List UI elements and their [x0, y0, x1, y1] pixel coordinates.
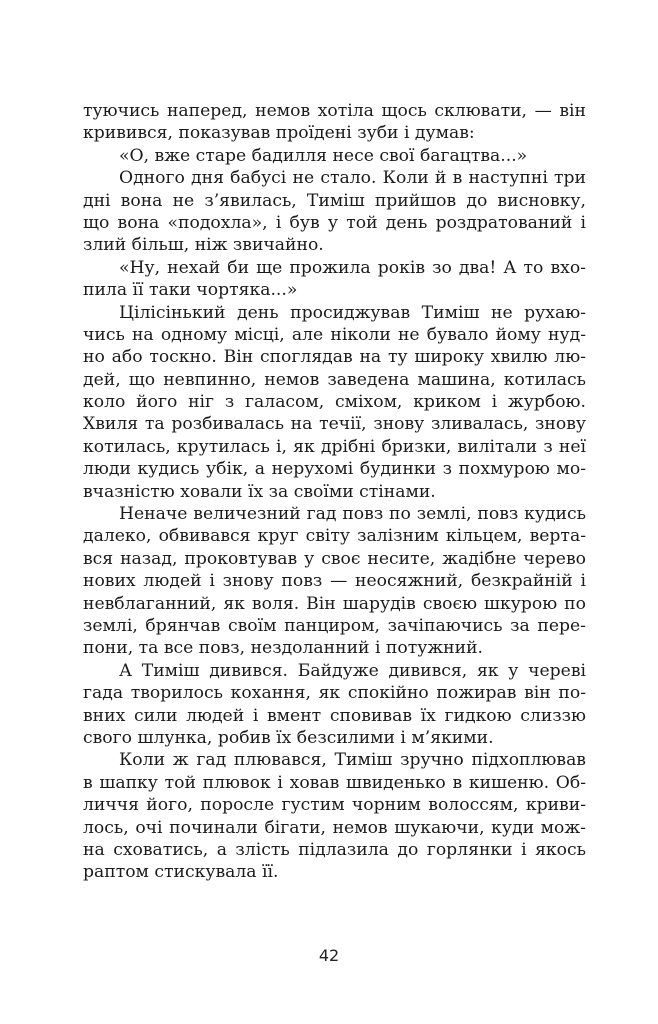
text-line: личчя його, поросле густим чорним волоссям, криви- — [83, 795, 586, 816]
text-line: свого шлунка, робив їх безсилими і м’якими. — [83, 727, 494, 748]
text-line: «О, вже старе бадилля несе свої багацтва...» — [119, 145, 528, 166]
text-line: Коли ж гад плювався, Тиміш зручно підхоплював — [119, 750, 586, 771]
paragraph — [83, 145, 586, 167]
text-line: Хвиля та розбивалась на течії, знову зливалась, знову — [83, 414, 586, 435]
text-line: дей, що невпинно, немов заведена машина, котилась — [83, 369, 586, 390]
text-line: пила її таки чортяка...» — [83, 280, 298, 301]
text-line: туючись наперед, немов хотіла щось склювати, — він — [83, 101, 586, 121]
text-line: на сховатись, а злість підлазила до горлянки і якось — [83, 839, 586, 860]
page-number: 42 — [318, 946, 340, 965]
text-line: раптом стискувала її. — [83, 862, 279, 883]
text-line: що вона «подохла», і був у той день роздратований і — [83, 212, 586, 233]
paragraph — [83, 503, 586, 660]
text-line: но або тоскно. Він споглядав на ту широку хвилю лю- — [83, 347, 586, 368]
text-line: злий більш, ніж звичайно. — [83, 235, 324, 256]
text-line: Цілісінький день просиджував Тиміш не рухаю- — [119, 302, 586, 323]
text-line: вся назад, проковтував у своє несите, жадібне черево — [83, 548, 586, 569]
text-line: Неначе величезний гад повз по землі, повз кудись — [119, 504, 586, 525]
text-line: коло його ніг з галасом, сміхом, криком і журбою. — [83, 392, 586, 413]
paragraph — [83, 302, 586, 504]
text-line: невблаганний, як воля. Він шарудів своєю шкурою по — [83, 593, 586, 614]
text-line: чись на одному місці, але ніколи не бувало йому нуд- — [83, 324, 586, 345]
paragraph — [83, 167, 586, 257]
text-line: лось, очі починали бігати, немов шукаючи, куди мож- — [83, 817, 586, 838]
text-line: в шапку той плювок і ховав швиденько в кишеню. Об- — [83, 772, 586, 793]
paragraph — [83, 257, 586, 302]
text-line: люди кудись убік, а нерухомі будинки з похмурою мо- — [83, 459, 586, 480]
text-line: Одного дня бабусі не стало. Коли й в наступні три — [119, 168, 586, 189]
text-line: котилась, крутилась і, як дрібні бризки, вилітали з неї — [83, 436, 586, 457]
text-line: далеко, обвивався круг світу залізним кільцем, верта- — [83, 526, 586, 547]
paragraph — [83, 660, 586, 750]
paragraph — [83, 100, 586, 145]
text-line: кривився, показував проїдені зуби і думав: — [83, 123, 475, 144]
text-line: А Тиміш дивився. Байдуже дивився, як у череві — [119, 660, 586, 681]
text-line: гада творилось кохання, як спокійно пожирав він по- — [83, 683, 586, 704]
text-line: пони, та все повз, нездоланний і потужний. — [83, 638, 483, 659]
page-body-text — [83, 100, 586, 884]
text-line: нових людей і знову повз — неосяжний, безкрайній і — [83, 571, 586, 592]
text-line: вчазністю ховали їх за своїми стінами. — [83, 481, 436, 502]
paragraph — [83, 749, 586, 883]
text-line: дні вона не з’явилась, Тиміш прийшов до висновку, — [83, 190, 586, 211]
text-line: «Ну, нехай би ще прожила років зо два! А то вхо- — [119, 257, 586, 278]
text-line: вних сили людей і вмент сповивав їх гидкою слиззю — [83, 705, 586, 726]
text-line: землі, брянчав своїм панциром, зачіпаючись за пере- — [83, 615, 586, 636]
